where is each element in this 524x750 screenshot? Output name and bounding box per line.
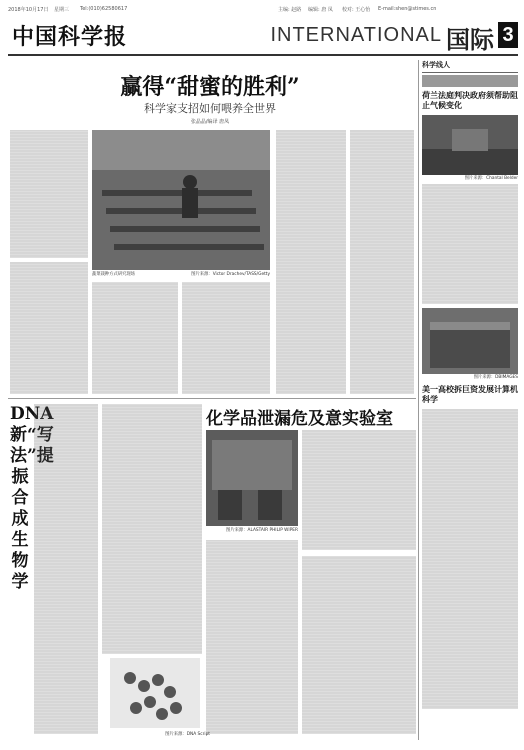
campus-photo-icon: [422, 308, 518, 374]
side-story1-text: [422, 184, 518, 304]
editor2: 编辑: 唐 凤: [308, 7, 333, 13]
main-text-col-1: [10, 130, 88, 258]
dna-structure-icon: [110, 658, 200, 728]
main-text-col-3: [182, 282, 270, 394]
weekday: 星期三: [54, 7, 70, 13]
side-story1-title: 荷兰法庭判决政府须帮助阻止气候变化: [422, 91, 518, 110]
dna-credit: 图片来源：DNA Script: [165, 732, 210, 737]
chem-text-col-2: [206, 540, 298, 734]
proofreader: 校对: 王心怡: [342, 7, 371, 13]
main-text-col-4: [276, 130, 346, 394]
main-subhead: 科学家支招如何喂养全世界: [144, 102, 276, 115]
side-column: [422, 60, 518, 740]
side-story2-photo: [422, 308, 518, 374]
side-story2-text: [422, 409, 518, 709]
main-headline: 赢得“甜蜜的胜利”: [120, 74, 300, 100]
editor: 主编: 赵路: [278, 7, 302, 13]
top-info-line: [8, 4, 518, 14]
photo-caption: 蔬菜栽种方式研究现场: [92, 272, 135, 277]
dna-photo: [110, 658, 200, 728]
dna-text-col-2: [102, 404, 202, 654]
masthead: [8, 16, 518, 56]
dna-text-col-1: [34, 404, 98, 734]
side-story2-credit: 图片来源：DBIMAGES: [473, 375, 518, 381]
issue-date: 2018年10月17日: [8, 7, 49, 13]
main-photo: [92, 130, 270, 270]
laboratory-photo-icon: [206, 430, 298, 526]
email: E-mail:shen@stimes.cn: [378, 6, 437, 12]
chem-text-col-3: [302, 556, 416, 734]
main-text-col-2: [92, 282, 178, 394]
vertical-headline: DNA新“写法”提振合成生物学: [10, 404, 54, 592]
lab-photo: [206, 430, 298, 526]
side-column-bar: [422, 75, 518, 87]
main-text-col-1b: [10, 262, 88, 394]
main-text-col-5: [350, 130, 414, 394]
side-story2-title: 美一高校拆巨资发展计算机科学: [422, 384, 518, 404]
main-byline: 张晶晶/编译 唐凤: [190, 119, 230, 125]
side-column-label: 科学线人: [422, 60, 518, 73]
section-name-en: INTERNATIONAL: [270, 24, 442, 46]
page-number: 3: [498, 22, 518, 48]
second-headline: 化学品泄漏危及意实验室: [206, 409, 393, 429]
greenhouse-photo-icon: [92, 130, 270, 270]
chem-text-col-1: [302, 430, 416, 550]
column-divider: [418, 60, 419, 740]
section-name-cn: 国际: [446, 26, 494, 54]
photo-credit: 图片来源：Victor Drachev/TASS/Getty: [191, 272, 270, 277]
text-block: [10, 130, 88, 258]
newspaper-logo: 中国科学报: [12, 24, 128, 50]
flood-photo-icon: [422, 115, 518, 175]
side-story1-credit: 图片来源：Chantal Belder: [464, 176, 518, 181]
tel-number: Tel:(010)62580617: [80, 6, 128, 12]
story-divider: [8, 398, 416, 399]
lab-photo-credit: 图片来源：ALASTAIR PHILIP WIPER: [226, 528, 298, 533]
side-story1-photo: [422, 115, 518, 175]
